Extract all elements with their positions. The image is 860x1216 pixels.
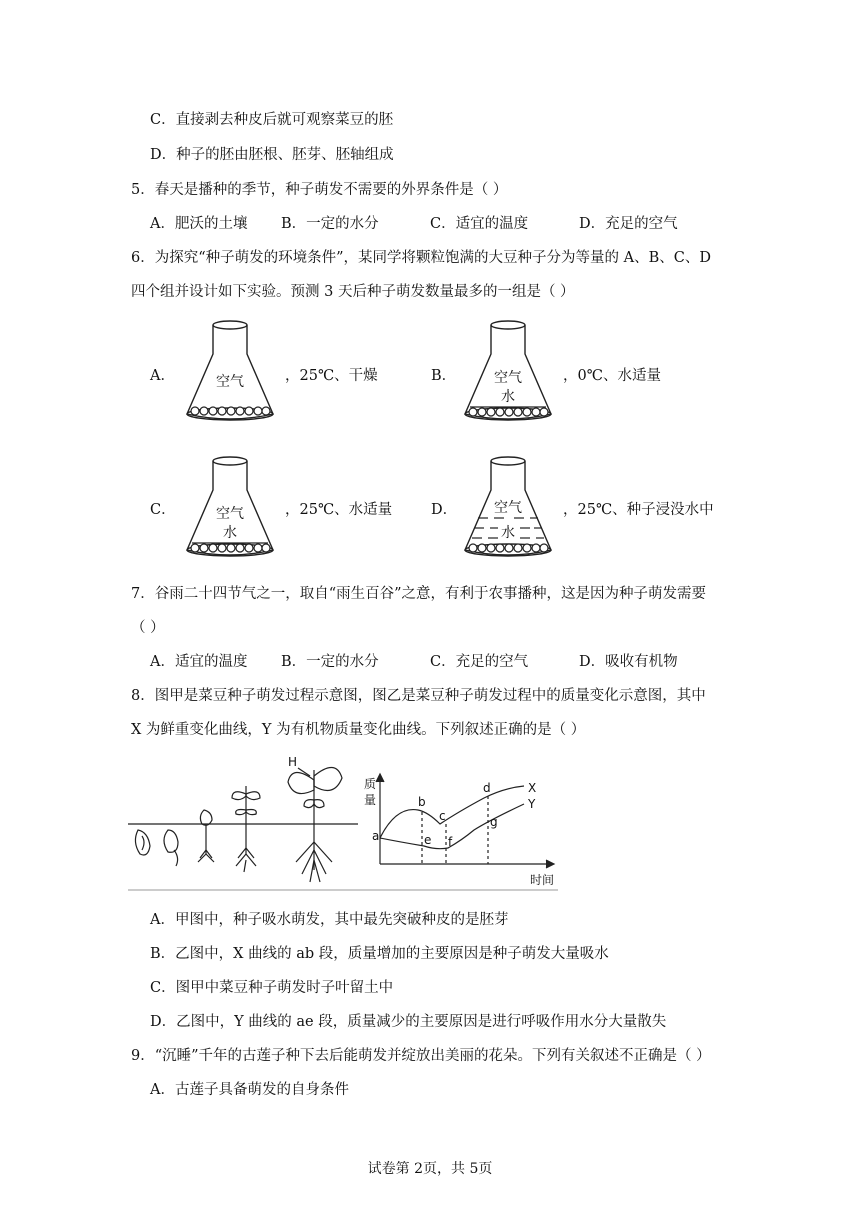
point-g: g: [490, 815, 498, 829]
flask-c-label: C．: [150, 502, 176, 518]
point-a: a: [372, 829, 380, 843]
x-axis-label: 时间: [530, 873, 555, 887]
curve-label-x: X: [528, 781, 537, 795]
q5-stem: 5．春天是播种的季节，种子萌发不需要的外界条件是（ ）: [131, 182, 508, 198]
q7-option-b: B．一定的水分: [281, 654, 379, 670]
flask-b-diagram: [458, 318, 558, 426]
flask-a-condition: ，25℃、干燥: [285, 368, 378, 384]
flask-d-diagram: [458, 454, 558, 562]
q5-option-c: C．适宜的温度: [430, 216, 529, 232]
plant-label-h: H: [288, 755, 298, 769]
point-c: c: [439, 809, 446, 823]
q8-option-c: C．图甲中菜豆种子萌发时子叶留土中: [150, 980, 394, 996]
q6-stem-line2: 四个组并设计如下实验。预测 3 天后种子萌发数量最多的一组是（ ）: [131, 284, 575, 300]
flask-b-water-text: 水: [501, 389, 515, 405]
y-axis-label-2: 量: [364, 793, 377, 807]
q8-option-b: B．乙图中，X 曲线的 ab 段，质量增加的主要原因是种子萌发大量吸水: [150, 946, 609, 962]
seed-stage-5: [288, 767, 342, 882]
q6-stem-line1: 6．为探究“种子萌发的环境条件”，某同学将颗粒饱满的大豆种子分为等量的 A、B、C、D: [131, 250, 712, 266]
flask-c-air-text: 空气: [216, 506, 244, 522]
flask-a-diagram: [180, 318, 280, 426]
flask-b-air-text: 空气: [494, 370, 522, 386]
q7-option-a: A．适宜的温度: [150, 654, 248, 670]
flask-d-water-text: 水: [501, 525, 515, 541]
q8-option-a: A．甲图中，种子吸水萌发，其中最先突破种皮的是胚芽: [150, 912, 509, 928]
seed-stage-2: [164, 830, 178, 866]
flask-b-condition: ，0℃、水适量: [563, 368, 661, 384]
q7-option-d: D．吸收有机物: [579, 654, 678, 670]
y-axis-label-1: 质: [364, 777, 377, 791]
q5-option-d: D．充足的空气: [579, 216, 678, 232]
y-axis-arrow: [376, 774, 384, 782]
flask-c-diagram: [180, 454, 280, 562]
q7-option-c: C．充足的空气: [430, 654, 529, 670]
q7-stem-line2: （ ）: [131, 620, 165, 636]
q8-figure: [128, 750, 564, 892]
flask-c-condition: ，25℃、水适量: [285, 502, 393, 518]
seed-stage-4: [232, 786, 260, 872]
q7-stem-line1: 7．谷雨二十四节气之一，取自“雨生百谷”之意，有利于农事播种，这是因为种子萌发需要: [131, 586, 707, 602]
point-d: d: [483, 781, 491, 795]
x-axis-arrow: [546, 860, 554, 868]
flask-c-water-text: 水: [223, 525, 237, 541]
page-footer: 试卷第 2页，共 5页: [367, 1161, 493, 1177]
seed-stage-1: [135, 830, 150, 855]
curve-x: [380, 786, 524, 838]
q5-option-b: B．一定的水分: [281, 216, 379, 232]
q8-stem-line1: 8．图甲是菜豆种子萌发过程示意图，图乙是菜豆种子萌发过程中的质量变化示意图，其中: [131, 688, 706, 704]
q4-option-c: C．直接剥去种皮后就可观察菜豆的胚: [150, 112, 394, 128]
flask-a-air-text: 空气: [216, 374, 244, 390]
point-e: e: [424, 833, 432, 847]
q9-option-a: A．古莲子具备萌发的自身条件: [150, 1082, 349, 1098]
flask-d-label: D．: [431, 502, 458, 518]
flask-b-label: B．: [431, 368, 457, 384]
q9-stem: 9．“沉睡”千年的古莲子种下去后能萌发并绽放出美丽的花朵。下列有关叙述不正确是（ ）: [131, 1048, 711, 1064]
q4-option-d: D．种子的胚由胚根、胚芽、胚轴组成: [150, 147, 394, 163]
q5-option-a: A．肥沃的土壤: [150, 216, 248, 232]
flask-d-air-text: 空气: [494, 500, 522, 516]
seed-stage-3: [198, 810, 214, 862]
q8-option-d: D．乙图中，Y 曲线的 ae 段，质量减少的主要原因是进行呼吸作用水分大量散失: [150, 1014, 667, 1030]
flask-d-condition: ，25℃、种子浸没水中: [563, 502, 714, 518]
curve-label-y: Y: [528, 797, 536, 811]
point-f: f: [448, 835, 453, 849]
flask-a-label: A．: [150, 368, 175, 384]
point-b: b: [418, 795, 426, 809]
q8-stem-line2: X 为鲜重变化曲线，Y 为有机物质量变化曲线。下列叙述正确的是（ ）: [131, 722, 586, 738]
